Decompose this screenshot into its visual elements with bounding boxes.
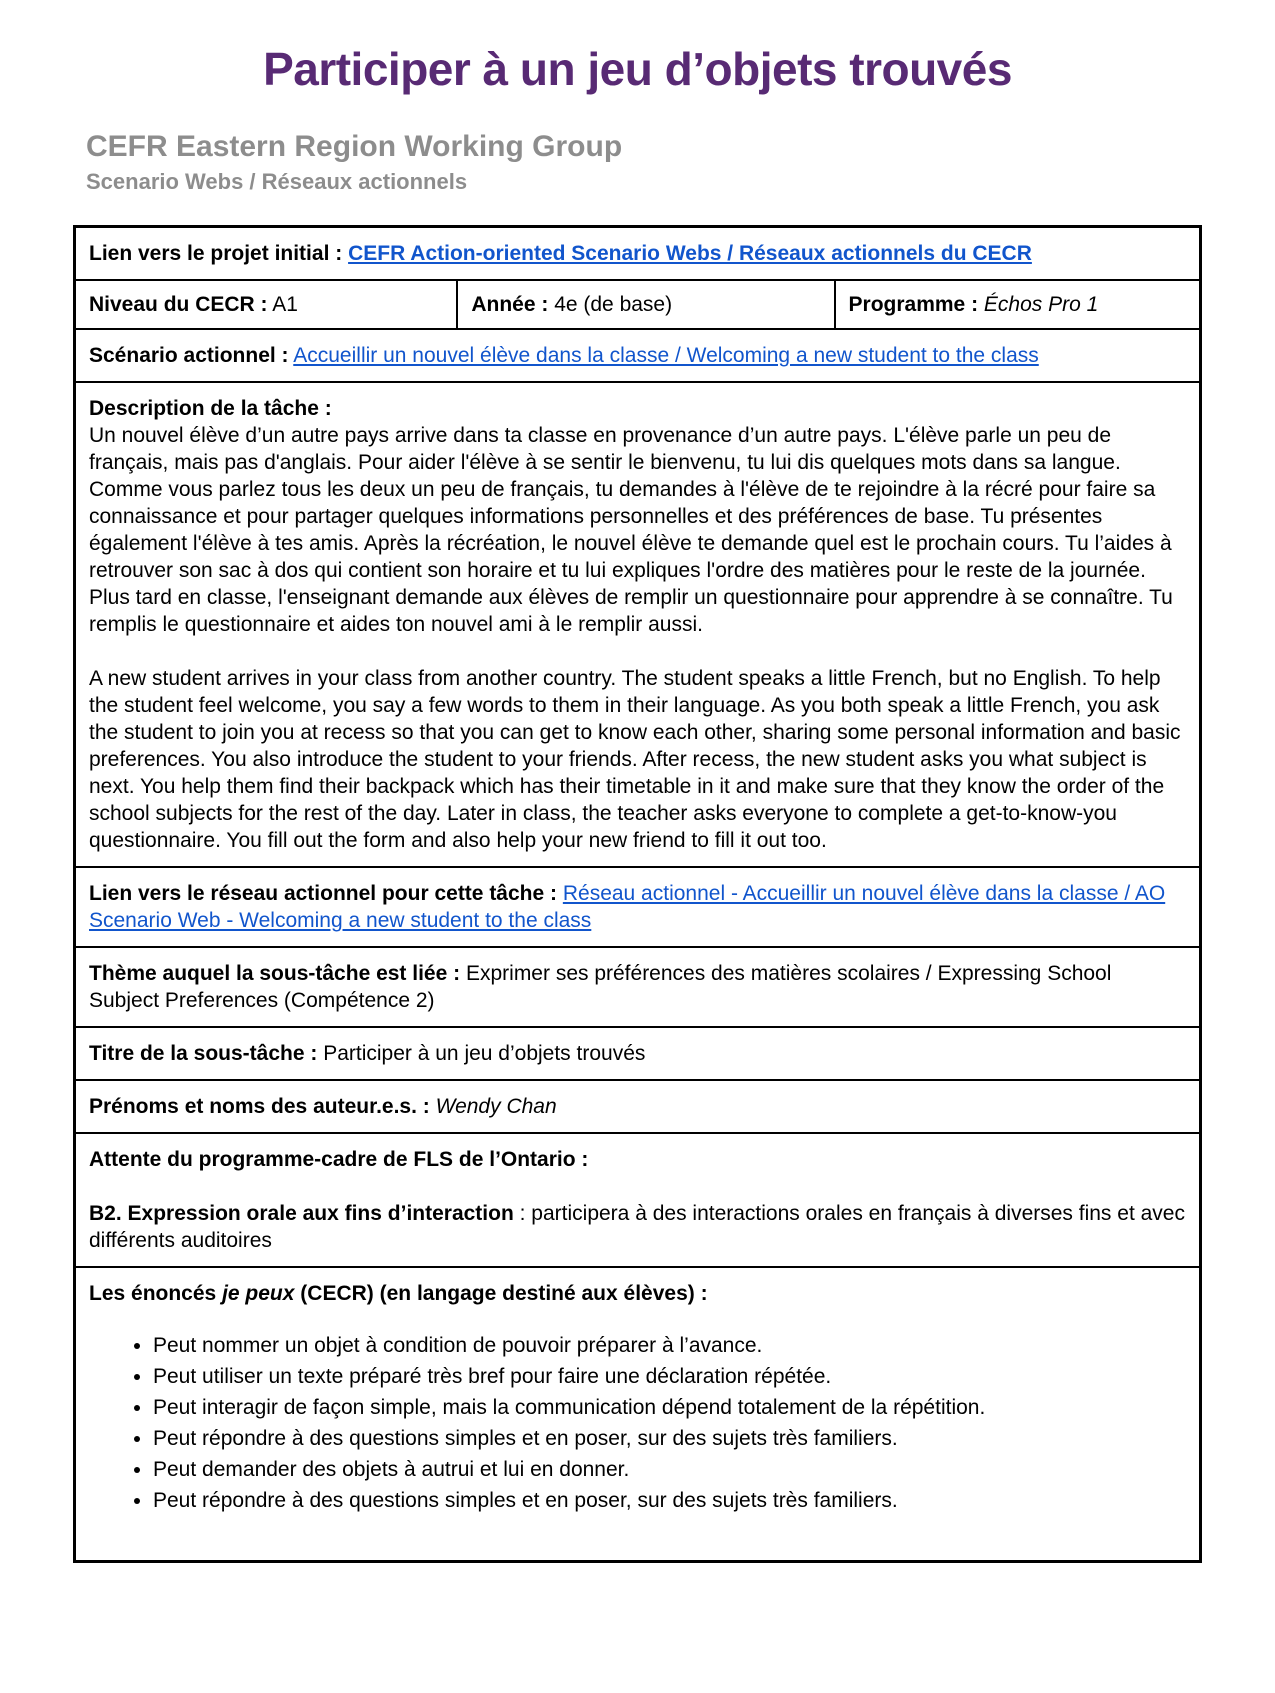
expectation-text	[89, 1200, 1186, 1254]
description-paragraph-fr: Un nouvel élève d’un autre pays arrive dans ta classe en provenance d’un autre pays. L'élève parle un peu de français, mais pas d'anglais. Pour aider l'élève à se sentir le bienvenu, tu lui dis quelques mots dans sa langue. Comme vous parlez tous les deux un peu de français, tu demandes à l'élève de te rejoindre à la récré pour faire sa connaissance et pour partager quelques informations personnelles et des préférences de base. Tu présentes également l'élève à tes amis. Après la récréation, le nouvel élève te demande quel est le prochain cours. Tu l’aides à retrouver son sac à dos qui contient son horaire et tu lui expliques l'ordre des matières pour le reste de la journée. Plus tard en classe, l'enseignant demande aux élèves de remplir un questionnaire pour apprendre à se connaître. Tu remplis le questionnaire et aides ton nouvel ami à le remplir aussi.	[89, 424, 1173, 636]
expectation-code-text: : participera à des interactions orales en français à diverses fins et avec différents auditoires	[89, 1202, 1185, 1252]
can-do-item: • Peut interagir de façon simple, mais la communication dépend totalement de la répétition.	[153, 1394, 1186, 1421]
authors-label: Prénoms et noms des auteur.e.s. :	[89, 1095, 430, 1118]
scenario-label: Scénario actionnel :	[89, 344, 289, 367]
can-do-item: • Peut nommer un objet à condition de pouvoir préparer à l’avance.	[153, 1332, 1186, 1359]
subtask-title-value: Participer à un jeu d’objets trouvés	[323, 1042, 646, 1065]
can-do-heading-prefix: Les énoncés	[89, 1282, 217, 1305]
year-value: 4e (de base)	[554, 293, 673, 316]
document-page	[0, 42, 1275, 1693]
subtask-title-row	[75, 1027, 1201, 1080]
cefr-level-value: A1	[272, 293, 298, 316]
can-do-row	[75, 1267, 1201, 1562]
program-value: Échos Pro 1	[983, 293, 1099, 316]
expectation-code-label: B2. Expression orale aux fins d’interaction	[89, 1202, 514, 1225]
subtitle-block	[86, 130, 1202, 195]
meta-row	[75, 280, 1201, 329]
subtask-title-label: Titre de la sous-tâche :	[89, 1042, 318, 1065]
description-row	[75, 382, 1201, 867]
scenario-link[interactable]: Accueillir un nouvel élève dans la classe / Welcoming a new student to the class	[293, 344, 1039, 367]
authors-value: Wendy Chan	[435, 1095, 557, 1118]
can-do-item: • Peut utiliser un texte préparé très bref pour faire une déclaration répétée.	[153, 1363, 1186, 1390]
expectation-label: Attente du programme-cadre de FLS de l’Ontario :	[89, 1148, 589, 1171]
theme-label: Thème auquel la sous-tâche est liée :	[89, 962, 461, 985]
description-paragraph-en: A new student arrives in your class from another country. The student speaks a little French, but no English. To help the student feel welcome, you say a few words to them in their language. As you both speak a little French, you ask the student to join you at recess so that you can get to know each other, sharing some personal information and basic preferences. You also introduce the student to your friends. After recess, the new student asks you what subject is next. You help them find their backpack which has their timetable in it and make sure that they know the order of the school subjects for the rest of the day. Later in class, the teacher asks everyone to complete a get-to-know-you questionnaire. You fill out the form and also help your new friend to fill it out too.	[89, 667, 1181, 852]
can-do-list	[89, 1332, 1186, 1514]
description-label: Description de la tâche :	[89, 397, 332, 420]
network-link-row	[75, 867, 1201, 947]
year-label: Année :	[471, 293, 549, 316]
can-do-item: • Peut demander des objets à autrui et lui en donner.	[153, 1456, 1186, 1483]
program-cell	[835, 280, 1201, 329]
can-do-heading-italic: je peux	[222, 1282, 295, 1305]
working-group-subtitle: CEFR Eastern Region Working Group	[86, 130, 623, 163]
can-do-item: • Peut répondre à des questions simples et en poser, sur des sujets très familiers.	[153, 1425, 1186, 1452]
network-link[interactable]: Réseau actionnel - Accueillir un nouvel élève dans la classe / AO Scenario Web - Welcoming a new student to the class	[89, 882, 1166, 932]
cefr-level-cell	[75, 280, 458, 329]
page-title: Participer à un jeu d’objets trouvés	[263, 43, 1012, 95]
can-do-item: • Peut répondre à des questions simples et en poser, sur des sujets très familiers.	[153, 1487, 1186, 1514]
scenario-webs-subtitle: Scenario Webs / Réseaux actionnels	[86, 169, 468, 194]
project-link-label: Lien vers le projet initial :	[89, 242, 343, 265]
theme-value: Exprimer ses préférences des matières scolaires / Expressing School Subject Preferences (Compétence 2)	[89, 962, 1112, 1012]
cefr-level-label: Niveau du CECR :	[89, 293, 268, 316]
can-do-heading	[89, 1280, 1186, 1307]
theme-row	[75, 947, 1201, 1027]
scenario-row	[75, 329, 1201, 382]
network-link-label: Lien vers le réseau actionnel pour cette tâche :	[89, 882, 557, 905]
program-label: Programme :	[848, 293, 979, 316]
can-do-heading-suffix: (CECR) (en langage destiné aux élèves) :	[300, 1282, 708, 1305]
scenario-info-table	[73, 225, 1202, 1563]
project-link-row	[75, 227, 1201, 281]
authors-row	[75, 1080, 1201, 1133]
year-cell	[457, 280, 834, 329]
project-link[interactable]: CEFR Action-oriented Scenario Webs / Réseaux actionnels du CECR	[348, 242, 1032, 265]
expectation-row	[75, 1133, 1201, 1267]
